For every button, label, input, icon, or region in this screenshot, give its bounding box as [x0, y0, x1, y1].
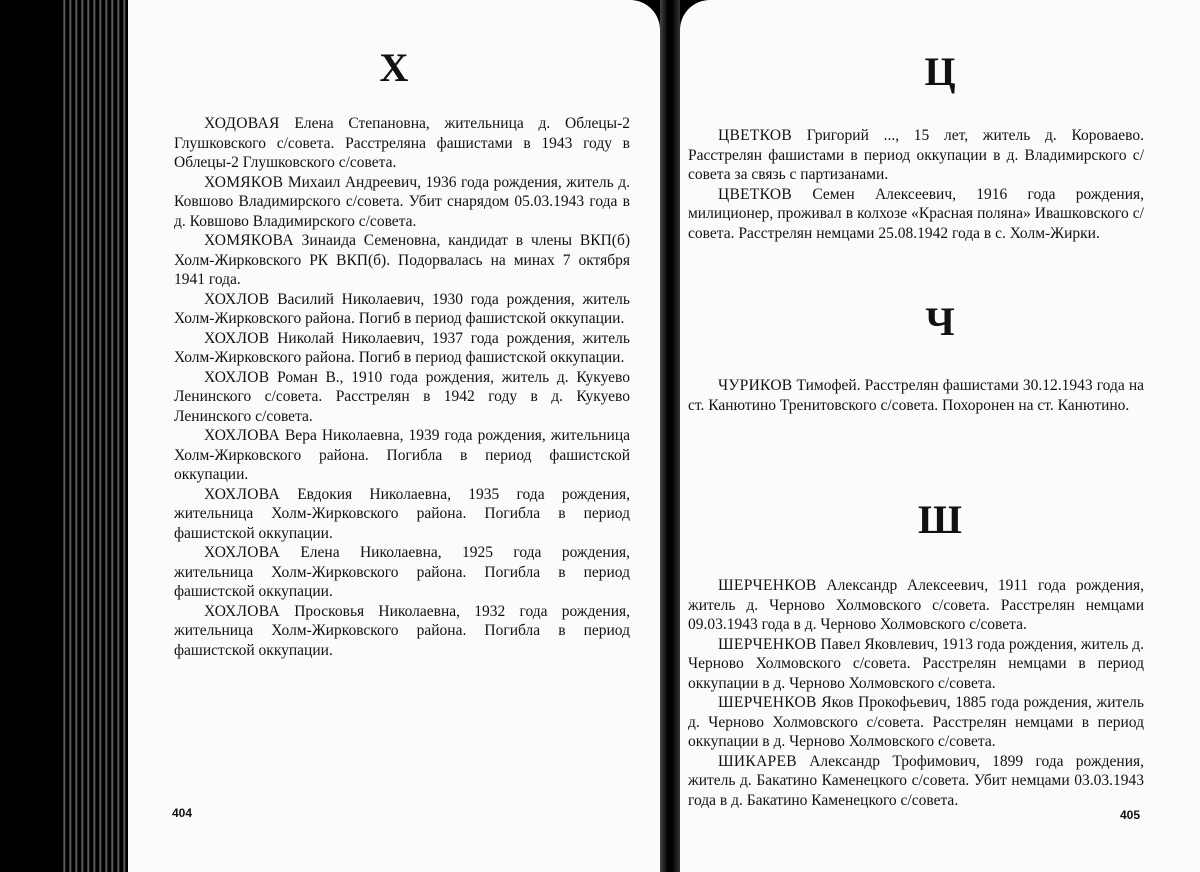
left-page	[128, 0, 660, 872]
page-number-left: 404	[172, 806, 193, 820]
right-page	[680, 0, 1200, 872]
entry: ЦВЕТКОВ Григорий ..., 15 лет, житель д. Короваево. Расстрелян фашистами в период оккупации в д. Владимирского с/совета за связь с партизанами.	[688, 127, 1144, 183]
entry: ШИКАРЕВ Александр Трофимович, 1899 года рождения, житель д. Бакатино Каменецкого с/совета. Убит немцами 03.03.1943 года в д. Бакатино Каменецкого с/совета.	[688, 752, 1144, 809]
entry: ХОХЛОВ Роман В., 1910 года рождения, житель д. Кукуево Ленинского с/совета. Расстрелян в 1942 году в д. Кукуево Ленинского с/совета.	[174, 368, 630, 425]
book-spine	[660, 0, 680, 872]
section-ch-entries	[688, 376, 1144, 415]
entry: ШЕРЧЕНКОВ Александр Алексеевич, 1911 года рождения, житель д. Черново Холмовского с/совета. Расстрелян немцами 09.03.1943 года в д. Черново Холмовского с/совета.	[688, 577, 1144, 633]
section-ts-entries	[688, 126, 1144, 243]
section-letter-ch: Ч	[925, 299, 955, 344]
entry: ХОДОВАЯ Елена Степановна, жительница д. Облецы-2 Глушковского с/совета. Расстреляна фашистами в 1943 году в Облецы-2 Глушковского с/совета.	[174, 115, 630, 171]
section-letter-kh: Х	[379, 45, 409, 90]
entry: ЦВЕТКОВ Семен Алексеевич, 1916 года рождения, милиционер, проживал в колхозе «Красная поляна» Ивашковского с/совета. Расстрелян немцами 25.08.1942 года в с. Холм-Жирки.	[688, 185, 1144, 242]
section-sh-entries	[688, 576, 1144, 810]
page-edges	[60, 0, 130, 872]
section-letter-sh: Ш	[918, 497, 962, 542]
entry: ХОМЯКОВА Зинаида Семеновна, кандидат в члены ВКП(б) Холм-Жирковского РК ВКП(б). Подорвалась на минах 7 октября 1941 года.	[174, 232, 630, 288]
entry: ХОХЛОВА Вера Николаевна, 1939 года рождения, жительница Холм-Жирковского района. Погибла в период фашистской оккупации.	[174, 427, 630, 483]
entry: ХОХЛОВ Николай Николаевич, 1937 года рождения, житель Холм-Жирковского района. Погиб в период фашистской оккупации.	[174, 329, 630, 366]
entry: ХОХЛОВ Василий Николаевич, 1930 года рождения, житель Холм-Жирковского района. Погиб в период фашистской оккупации.	[174, 290, 630, 327]
entry: ХОХЛОВА Евдокия Николаевна, 1935 года рождения, жительница Холм-Жирковского района. Погибла в период фашистской оккупации.	[174, 485, 630, 542]
left-entries	[174, 114, 630, 660]
entry: ШЕРЧЕНКОВ Яков Прокофьевич, 1885 года рождения, житель д. Черново Холмовского с/совета. Расстрелян немцами в период оккупации в д. Черново Холмовского с/совета.	[688, 694, 1144, 750]
entry: ШЕРЧЕНКОВ Павел Яковлевич, 1913 года рождения, житель д. Черново Холмовского с/совета. Расстрелян немцами в период оккупации в д. Черново Холмовского с/совета.	[688, 635, 1144, 692]
section-letter-ts: Ц	[924, 49, 956, 94]
entry: ХОХЛОВА Просковья Николаевна, 1932 года рождения, жительница Холм-Жирковского района. Погибла в период фашистской оккупации.	[174, 602, 630, 659]
entry: ХОХЛОВА Елена Николаевна, 1925 года рождения, жительница Холм-Жирковского района. Погибла в период фашистской оккупации.	[174, 544, 630, 600]
entry: ХОМЯКОВ Михаил Андреевич, 1936 года рождения, житель д. Ковшово Владимирского с/совета. Убит снарядом 05.03.1943 года в д. Ковшово Владимирского с/совета.	[174, 173, 630, 230]
entry: ЧУРИКОВ Тимофей. Расстрелян фашистами 30.12.1943 года на ст. Канютино Тренитовского с/совета. Похоронен на ст. Канютино.	[688, 377, 1144, 414]
page-number-right: 405	[1120, 808, 1141, 822]
